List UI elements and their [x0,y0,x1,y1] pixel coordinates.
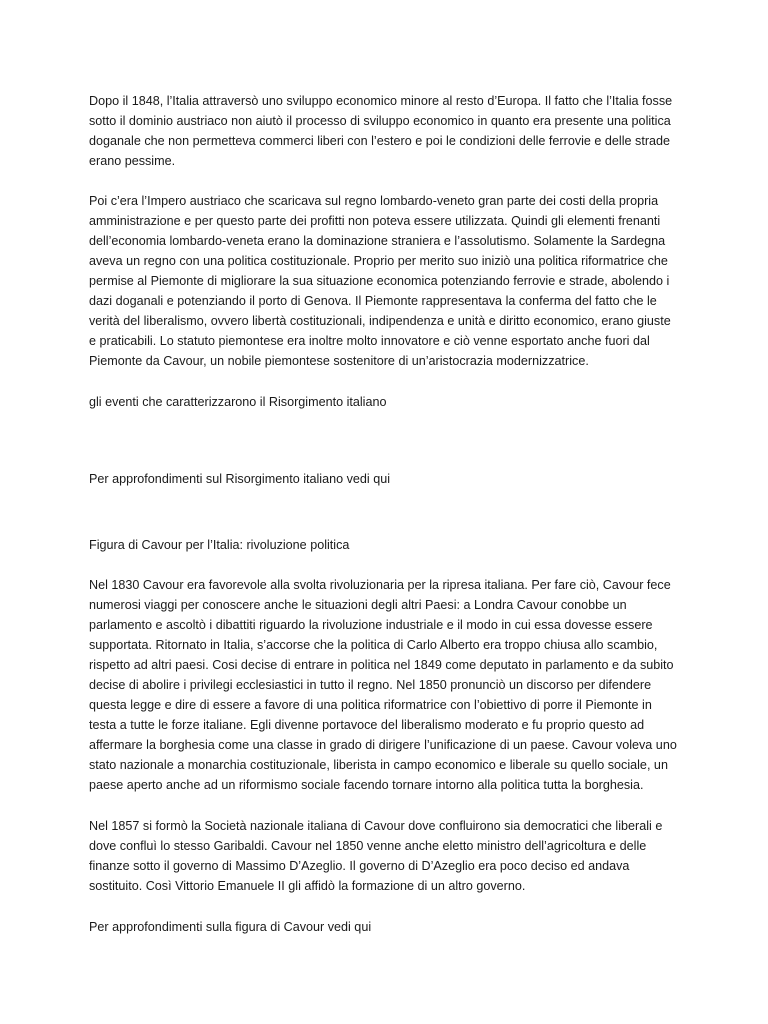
cavour-further-reading: Per approfondimenti sulla figura di Cavour vedi qui [89,920,372,934]
paragraph-economic-development: Dopo il 1848, l’Italia attraversò uno sviluppo economico minore al resto d’Europa. Il fatto che l’Italia fosse sotto il dominio austriaco non aiutò il processo di sviluppo economico in quanto era presente una politica doganale che non permetteva commerci liberi con l’estero e poi le condizioni delle ferrovie e delle strade erano pessime. [89,94,673,168]
paragraph-austrian-empire: Poi c’era l’Impero austriaco che scaricava sul regno lombardo-veneto gran parte dei costi della propria amministrazione e per questo parte dei profitti non poteva essere utilizzata. Quindi gli elementi frenanti dell’economia lombardo-veneta erano la dominazione straniera e l’assolutismo. Solamente la Sardegna aveva un regno con una politica costituzionale. Proprio per merito suo iniziò una politica riformatrice che permise al Piemonte di migliorare la sua situazione economica potenziando ferrovie e strade, abolendo i dazi doganali e potenziando il porto di Genova. Il Piemonte rappresentava la conferma del fatto che le verità del liberalismo, ovvero libertà costituzionali, indipendenza e unità e diritto economico, erano giuste e praticabili. Lo statuto piemontese era inoltre molto innovatore e ciò venne esportato anche fuori dal Piemonte da Cavour, un nobile piemontese sostenitore di un’aristocrazia modernizzatrice. [89,194,671,368]
paragraph-societa-nazionale: Nel 1857 si formò la Società nazionale italiana di Cavour dove confluirono sia democratici che liberali e dove confluì lo stesso Garibaldi. Cavour nel 1850 venne anche eletto ministro dell’agricoltura e delle finanze sotto il governo di Massimo D’Azeglio. Il governo di D’Azeglio era poco deciso ed andava sostituito. Così Vittorio Emanuele II gli affidò la formazione di un altro governo. [89,819,663,893]
risorgimento-further-reading: Per approfondimenti sul Risorgimento italiano vedi qui [89,472,391,486]
section-heading-cavour: Figura di Cavour per l’Italia: rivoluzione politica [89,538,350,552]
paragraph-cavour-politics: Nel 1830 Cavour era favorevole alla svolta rivoluzionaria per la ripresa italiana. Per fare ciò, Cavour fece numerosi viaggi per conoscere anche le situazioni degli altri Paesi: a Londra Cavour conobbe un parlamento e ascoltò i dibattiti riguardo la rivoluzione industriale e il modo in cui essa dovesse essere supportata. Ritornato in Italia, s’accorse che la politica di Carlo Alberto era troppo chiusa allo scambio, rispetto ad altri paesi. Cosi decise di entrare in politica nel 1849 come deputato in parlamento e da subito decise di abolire i privilegi ecclesiastici in tutto il regno. Nel 1850 pronunciò un discorso per difendere questa legge e dire di essere a favore di una politica riformatrice con l’obiettivo di porre il Piemonte in testa a tutte le forze italiane. Egli divenne portavoce del liberalismo moderato e fu proprio questo ad affermare la borghesia come una classe in grado di dirigere l’unificazione di un paese. Cavour voleva uno stato nazionale a monarchia costituzionale, liberista in campo economico e liberale su quello sociale, un paese aperto anche ad un riformismo sociale facendo tornare intorno alla politica tutta la borghesia. [89,578,677,792]
paragraph-risorgimento-events: gli eventi che caratterizzarono il Risorgimento italiano [89,395,387,409]
